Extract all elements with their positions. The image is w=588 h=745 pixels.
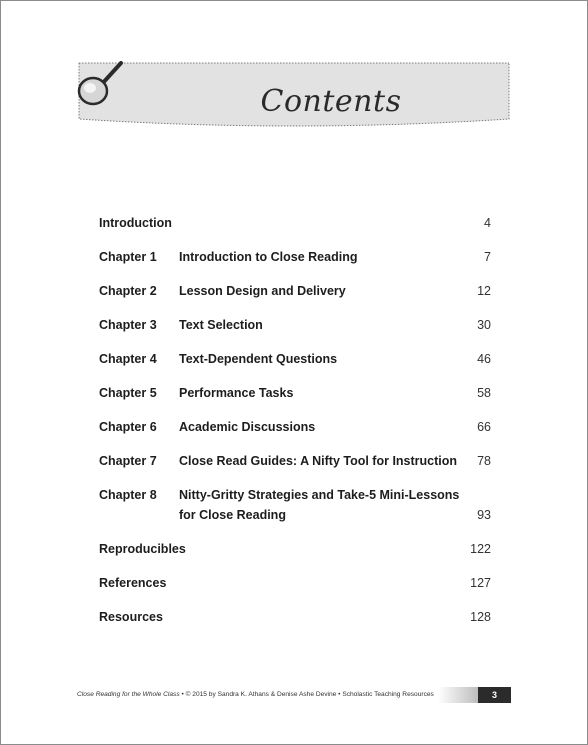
toc-page-number: 7 (484, 250, 491, 264)
toc-label: Chapter 5 (99, 386, 157, 400)
toc-label: Chapter 1 (99, 250, 157, 264)
toc-page-number: 46 (477, 352, 491, 366)
toc-title (179, 247, 449, 267)
toc-page-number: 58 (477, 386, 491, 400)
toc-page-number: 128 (470, 610, 491, 624)
toc-title-line: Academic Discussions (179, 420, 316, 434)
toc-title-line: Introduction to Close Reading (179, 250, 358, 264)
toc-title (179, 349, 449, 369)
toc-label: Resources (99, 610, 163, 624)
toc-title-line: Text-Dependent Questions (179, 352, 338, 366)
toc-label: Chapter 8 (99, 488, 157, 502)
toc-page-number: 93 (477, 508, 491, 522)
footer-fade (438, 687, 478, 703)
toc-title-line: Close Read Guides: A Nifty Tool for Instruction (179, 454, 458, 468)
page-number: 3 (478, 687, 511, 703)
toc-title (179, 315, 449, 335)
toc-label: Chapter 4 (99, 352, 157, 366)
footer-credit-text: • © 2015 by Sandra K. Athans & Denise Ashe Devine • Scholastic Teaching Resources (179, 691, 434, 698)
toc-page-number: 127 (470, 576, 491, 590)
toc-label: Chapter 3 (99, 318, 157, 332)
toc-page-number: 78 (477, 454, 491, 468)
toc-title (179, 451, 458, 471)
toc-label: Reproducibles (99, 542, 186, 556)
toc-title (179, 485, 460, 525)
magnifying-glass-icon (77, 61, 127, 107)
toc-label: Introduction (99, 216, 172, 230)
footer-credit (77, 687, 434, 703)
toc-label: References (99, 576, 167, 590)
toc-page-number: 122 (470, 542, 491, 556)
toc-title-line: for Close Reading (179, 508, 286, 522)
toc-page-number: 12 (477, 284, 491, 298)
toc-title-line: Performance Tasks (179, 386, 294, 400)
toc-title-line: Lesson Design and Delivery (179, 284, 346, 298)
toc-page-number: 66 (477, 420, 491, 434)
toc-title-line: Nitty-Gritty Strategies and Take-5 Mini-Lessons (179, 488, 460, 502)
toc-title (179, 383, 449, 403)
toc-page-number: 4 (484, 216, 491, 230)
footer-book-title: Close Reading for the Whole Class (77, 691, 180, 698)
toc-title (179, 417, 449, 437)
toc-title (179, 281, 449, 301)
toc-title-line: Text Selection (179, 318, 263, 332)
contents-banner (77, 61, 511, 127)
toc-label: Chapter 2 (99, 284, 157, 298)
toc-label: Chapter 7 (99, 454, 157, 468)
toc-page-number: 30 (477, 318, 491, 332)
page-title: Contents (260, 84, 402, 119)
page-footer (77, 687, 511, 703)
toc-label: Chapter 6 (99, 420, 157, 434)
